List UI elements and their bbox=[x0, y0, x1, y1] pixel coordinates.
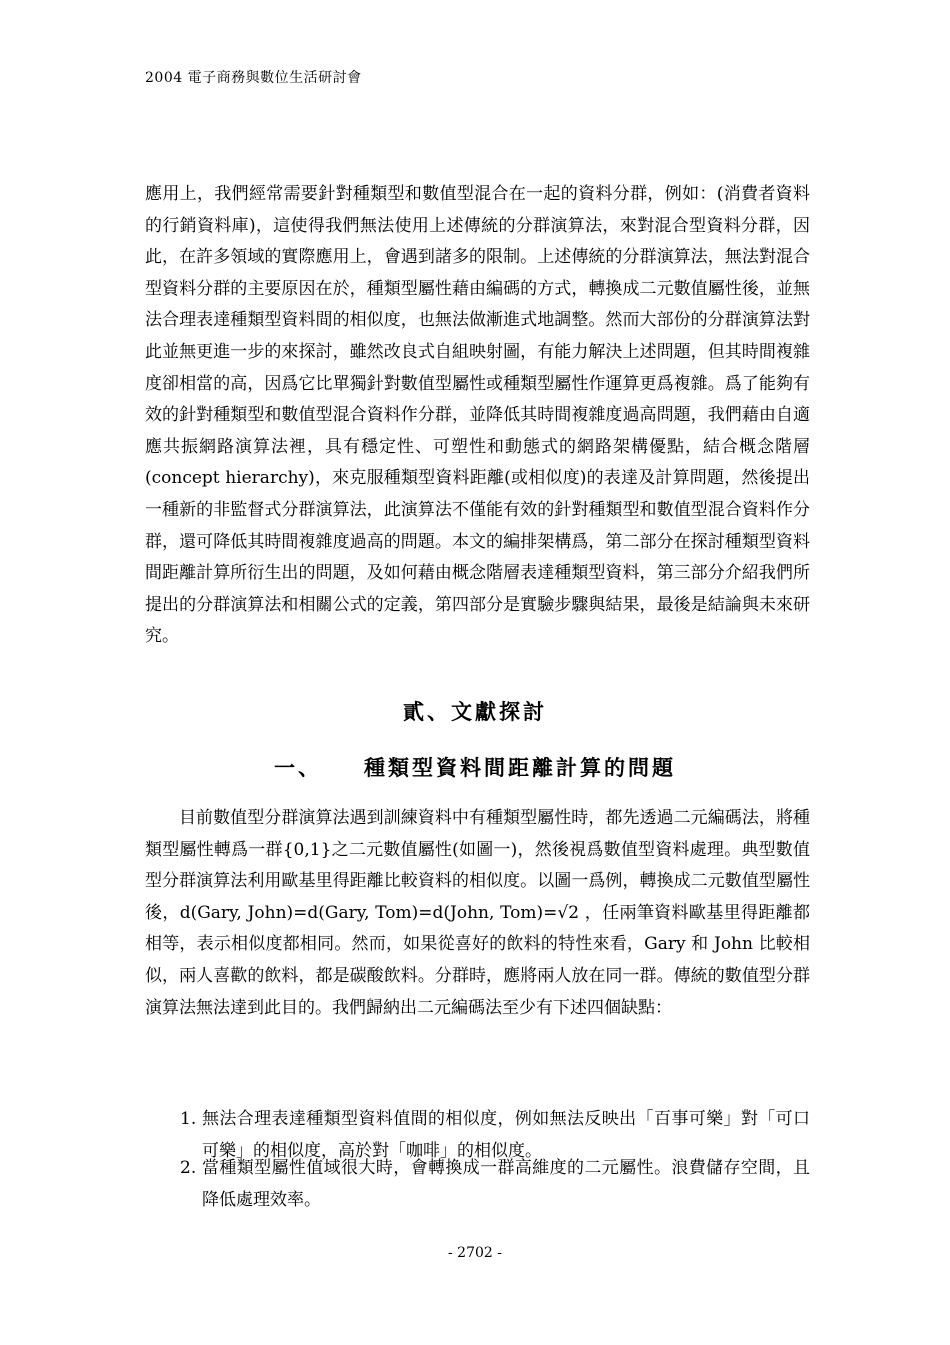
list-item bbox=[180, 1153, 810, 1216]
running-header: 2004 電子商務與數位生活研討會 bbox=[145, 70, 362, 86]
subsection-title bbox=[0, 752, 950, 782]
binary-encoding-paragraph: 目前數值型分群演算法遇到訓練資料中有種類型屬性時，都先透過二元編碼法，將種類型屬性轉爲一群{0,1}之二元數值屬性(如圖一)，然後視爲數值型資料處理。典型數值型分群演算法利用歐基里得距離比較資料的相似度。以圖一爲例，轉換成二元數值型屬性後，d(Gary, John)=d(Gary, Tom)=d(John, Tom)=√2 ，任兩筆資料歐基里得距離都相等，表示相似度都相同。然而，如果從喜好的飲料的特性來看，Gary 和 John 比較相似，兩人喜歡的飲料，都是碳酸飲料。分群時，應將兩人放在同一群。傳統的數值型分群演算法無法達到此目的。我們歸納出二元編碼法至少有下述四個缺點： bbox=[145, 808, 810, 1018]
list-item-text-1: 1. 無法合理表達種類型資料值間的相似度，例如無法反映出「百事可樂」對「可口可樂」的相似度，高於對「咖啡」的相似度。 bbox=[180, 1109, 810, 1161]
list-item-text-2: 2. 當種類型屬性值域很大時，會轉換成一群高維度的二元屬性。浪費儲存空間，且降低處理效率。 bbox=[180, 1158, 810, 1210]
subsection-heading: 種類型資料間距離計算的問題 bbox=[364, 755, 676, 780]
page-number: - 2702 - bbox=[448, 1245, 502, 1261]
section-title: 貳、文獻探討 bbox=[403, 699, 547, 724]
intro-paragraph: 應用上，我們經常需要針對種類型和數值型混合在一起的資料分群，例如：(消費者資料的行銷資料庫)，這使得我們無法使用上述傳統的分群演算法，來對混合型資料分群，因此，在許多領域的實際應用上，會遇到諸多的限制。上述傳統的分群演算法，無法對混合型資料分群的主要原因在於，種類型屬性藉由編碼的方式，轉換成二元數值屬性後，並無法合理表達種類型資料間的相似度，也無法做漸進式地調整。然而大部份的分群演算法對此並無更進一步的來探討，雖然改良式自組映射圖，有能力解決上述問題，但其時間複雜度卻相當的高，因爲它比單獨針對數值型屬性或種類型屬性作運算更爲複雜。爲了能夠有效的針對種類型和數值型混合資料作分群，並降低其時間複雜度過高問題，我們藉由自適應共振網路演算法裡，具有穩定性、可塑性和動態式的網路架構優點，結合概念階層(concept hierarchy)，來克服種類型資料距離(或相似度)的表達及計算問題，然後提出一種新的非監督式分群演算法，此演算法不僅能有效的針對種類型和數值型混合資料作分群，還可降低其時間複雜度過高的問題。本文的編排架構爲，第二部分在探討種類型資料間距離計算所衍生出的問題，及如何藉由概念階層表達種類型資料，第三部分介紹我們所提出的分群演算法和相關公式的定義，第四部分是實驗步驟與結果，最後是結論與未來研究。 bbox=[145, 184, 810, 647]
subsection-number: 一、 bbox=[274, 755, 322, 780]
